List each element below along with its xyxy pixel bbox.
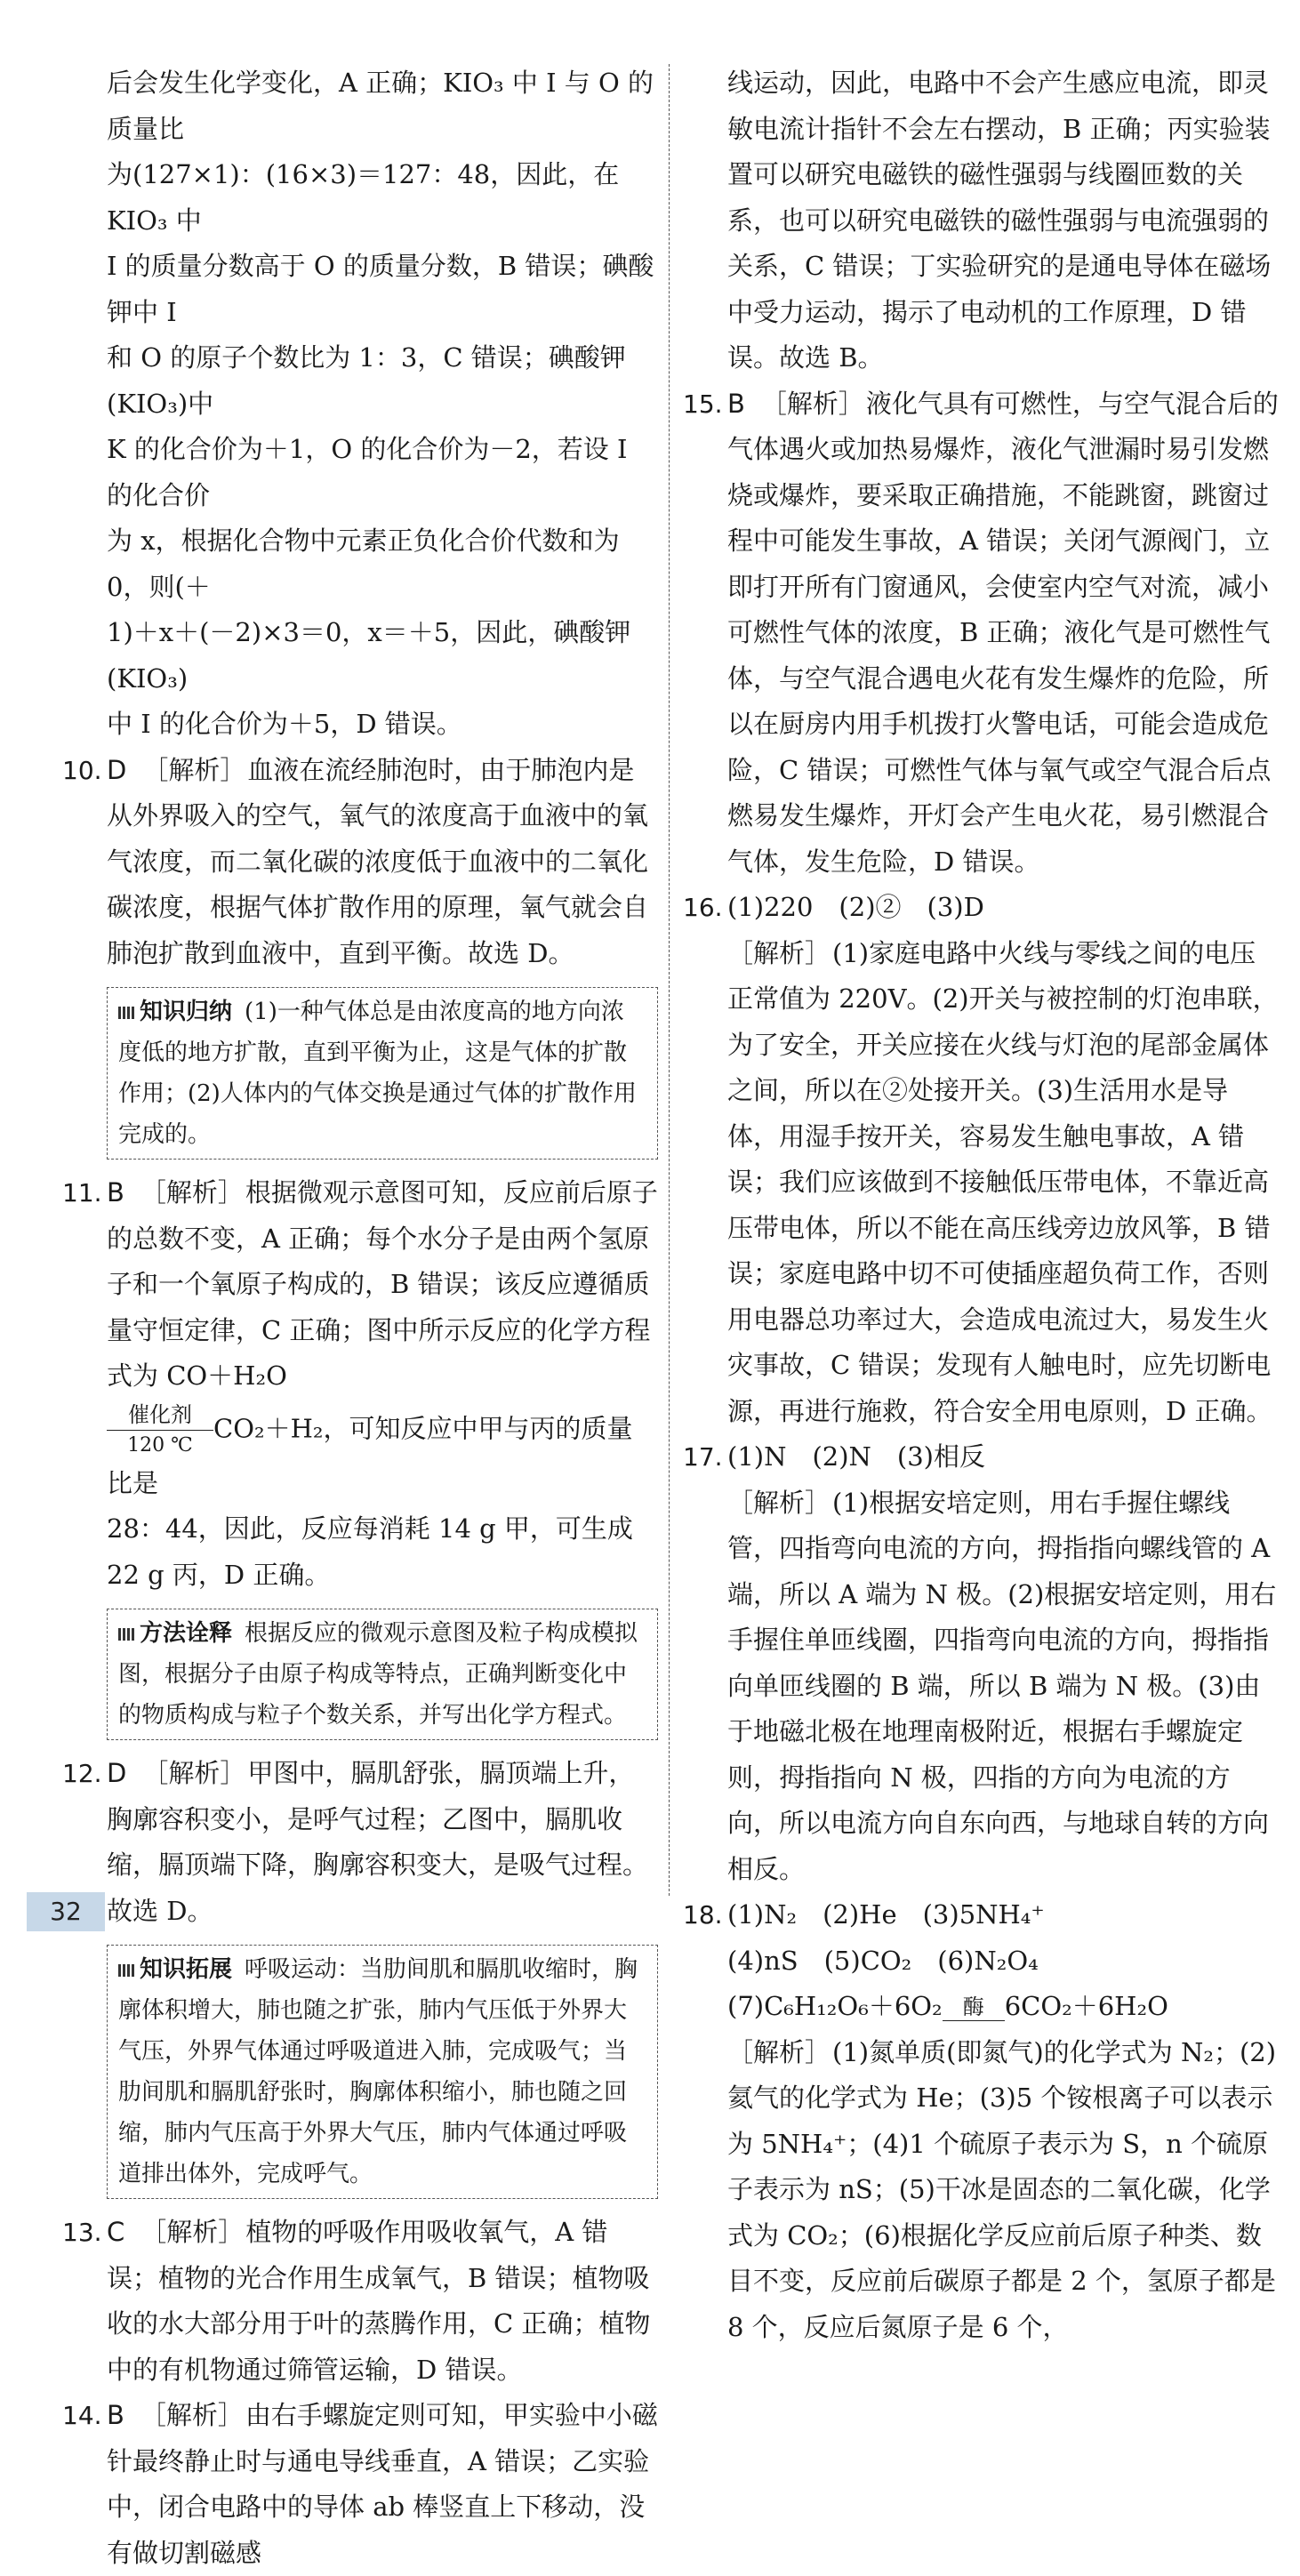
- analysis-tag: ［解析］: [142, 754, 246, 785]
- analysis-text: 由右手螺旋定则可知，甲实验中小磁针最终静止时与通电导线垂直，A 错误；乙实验中，闭合电路中的导体 ab 棒竖直上下移动，没有做切割磁感: [107, 2400, 658, 2568]
- analysis-tag: ［解析］: [142, 1758, 246, 1788]
- text-line: 后会发生化学变化，A 正确；KIO₃ 中 I 与 O 的质量比: [107, 68, 654, 144]
- question-11: [62, 1170, 658, 1598]
- q14-continuation: 线运动，因此，电路中不会产生感应电流，即灵敏电流计指针不会左右摆动，B 正确；丙实验装置可以研究电磁铁的磁性强弱与线圈匝数的关系，也可以研究电磁铁的磁性强弱与电流强弱的关系，C 错误；丁实验研究的是通电导体在磁场中受力运动，揭示了电动机的工作原理，D 错误。故选 B。: [727, 68, 1272, 373]
- chemical-equation: [107, 1400, 658, 1507]
- question-number: 15.: [683, 389, 723, 419]
- answer: C: [107, 2217, 125, 2247]
- text-line: K 的化合价为＋1，O 的化合价为－2，若设 I 的化合价: [107, 434, 628, 510]
- question-number: 17.: [683, 1442, 723, 1472]
- equation-products: CO₂＋H₂，可知反应中甲与丙的质量比是: [107, 1413, 633, 1498]
- analysis-text: (1)根据安培定则，用右手握住螺线管，四指弯向电流的方向，拇指指向螺线管的 A 端，所以 A 端为 N 极。(2)根据安培定则，用右手握住单匝线圈，四指弯向电流的方向，拇指指向单匝线圈的 B 端，所以 B 端为 N 极。(3)由于地磁北极在地理南极附近，根据右手螺旋定则，拇指指向 N 极，四指的方向为电流的方向，所以电流方向自东向西，与地球自转的方向相反。: [727, 1487, 1277, 1884]
- reaction-condition: [943, 1994, 1005, 2030]
- analysis-tag: ［解析］: [140, 2217, 245, 2247]
- analysis-tag: ［解析］: [727, 1487, 831, 1518]
- question-16: [683, 885, 1279, 1434]
- left-column: [62, 60, 658, 2576]
- text-line: 1)＋x＋(－2)×3＝0，x＝＋5，因此，碘酸钾(KIO₃): [107, 617, 631, 694]
- note-icon: [118, 1007, 134, 1019]
- text-line: 为(127×1)：(16×3)＝127：48，因此，在 KIO₃ 中: [107, 159, 620, 236]
- box-text: 根据反应的微观示意图及粒子构成模拟图，根据分子由原子构成等特点，正确判断变化中的物质构成与粒子个数关系，并写出化学方程式。: [118, 1620, 638, 1729]
- question-18: [683, 1892, 1279, 2350]
- box-text: 呼吸运动：当肋间肌和膈肌收缩时，胸廓体积增大，肺也随之扩张，肺内气压低于外界大气压，外界气体通过呼吸道进入肺，完成吸气；当肋间肌和膈肌舒张时，胸廓体积缩小，肺也随之回缩，肺内气压高于外界大气压，肺内气体通过呼吸道排出体外，完成呼气。: [118, 1956, 638, 2187]
- question-17: [683, 1434, 1279, 1892]
- analysis-text: 根据微观示意图可知，反应前后原子的总数不变，A 正确；每个水分子是由两个氢原子和一个氧原子构成的，B 错误；该反应遵循质量守恒定律，C 正确；图中所示反应的化学方程式为 CO＋H₂O: [107, 1177, 658, 1391]
- q9-continuation: [62, 60, 658, 748]
- answer: B: [107, 2400, 124, 2430]
- text-line: 为 x，根据化合物中元素正负化合价代数和为 0，则(＋: [107, 526, 620, 602]
- question-15: [683, 381, 1279, 886]
- question-number: 16.: [683, 893, 723, 922]
- question-number: 14.: [62, 2401, 102, 2430]
- right-column: [683, 60, 1279, 2350]
- analysis-text: 28：44，因此，反应每消耗 14 g 甲，可生成 22 g 丙，D 正确。: [107, 1513, 633, 1590]
- question-number: 12.: [62, 1759, 102, 1788]
- answer: D: [107, 754, 127, 785]
- analysis-text: 甲图中，膈肌舒张，膈顶端上升，胸廓容积变小，是呼气过程；乙图中，膈肌收缩，膈顶端下降，胸廓容积变大，是吸气过程。故选 D。: [107, 1758, 649, 1926]
- answer-line: (4)nS (5)CO₂ (6)N₂O₄: [727, 1945, 1039, 1976]
- answer: B: [727, 388, 745, 419]
- text-line: I 的质量分数高于 O 的质量分数，B 错误；碘酸钾中 I: [107, 251, 654, 327]
- note-icon: [118, 1628, 134, 1641]
- question-12: [62, 1751, 658, 1934]
- analysis-tag: ［解析］: [760, 388, 864, 419]
- analysis-tag: ［解析］: [140, 2400, 244, 2430]
- equation-products: 6CO₂＋6H₂O: [1004, 1991, 1168, 2021]
- page-number: 32: [27, 1892, 105, 1931]
- catalyst-label: 催化剂: [107, 1400, 213, 1431]
- text-line: 和 O 的原子个数比为 1：3，C 错误；碘酸钾(KIO₃)中: [107, 342, 626, 419]
- enzyme-label: 酶: [943, 1994, 1005, 2021]
- question-10: [62, 748, 658, 977]
- answer: D: [107, 1758, 127, 1788]
- analysis-text: (1)家庭电路中火线与零线之间的电压正常值为 220V。(2)开关与被控制的灯泡串联，为了安全，开关应接在火线与灯泡的尾部金属体之间，所以在②处接开关。(3)生活用水是导体，用湿手按开关，容易发生触电事故，A 错误；我们应该做到不接触低压带电体，不靠近高压带电体，所以不能在高压线旁边放风筝，B 错误；家庭电路中切不可使插座超负荷工作，否则用电器总功率过大，会造成电流过大，易发生火灾事故，C 错误；发现有人触电时，应先切断电源，再进行施救，符合安全用电原则，D 正确。: [727, 937, 1279, 1426]
- analysis-text: 血液在流经肺泡时，由于肺泡内是从外界吸入的空气，氧气的浓度高于血液中的氧气浓度，而二氧化碳的浓度低于血液中的二氧化碳浓度，根据气体扩散作用的原理，氧气就会自肺泡扩散到血液中，直到平衡。故选 D。: [107, 754, 649, 968]
- analysis-tag: ［解析］: [140, 1177, 244, 1208]
- box-text: (1)一种气体总是由浓度高的地方向浓度低的地方扩散，直到平衡为止，这是气体的扩散作用；(2)人体内的气体交换是通过气体的扩散作用完成的。: [118, 999, 637, 1148]
- question-number: 13.: [62, 2218, 102, 2247]
- box-title: 知识拓展: [140, 1956, 233, 1983]
- analysis-tag: ［解析］: [727, 2036, 831, 2067]
- analysis-text: 植物的呼吸作用吸收氧气，A 错误；植物的光合作用生成氧气，B 错误；植物吸收的水大部分用于叶的蒸腾作用，C 正确；植物中的有机物通过筛管运输，D 错误。: [107, 2217, 651, 2385]
- note-icon: [118, 1964, 134, 1977]
- box-title: 方法诠释: [140, 1620, 233, 1647]
- text-line: 中 I 的化合价为＋5，D 错误。: [107, 709, 462, 739]
- knowledge-extension-box: [107, 1945, 658, 2199]
- question-number: 11.: [62, 1178, 102, 1208]
- analysis-text: 液化气具有可燃性，与空气混合后的气体遇火或加热易爆炸，液化气泄漏时易引发燃烧或爆炸，要采取正确措施，不能跳窗，跳窗过程中可能发生事故，A 错误；关闭气源阀门，立即打开所有门窗通风，会使室内空气对流，减小可燃性气体的浓度，B 正确；液化气是可燃性气体，与空气混合遇电火花有发生爆炸的危险，所以在厨房内用手机拨打火警电话，可能会造成危险，C 错误；可燃性气体与氧气或空气混合后点燃易发生爆炸，开灯会产生电火花，易引燃混合气体，发生危险，D 错误。: [727, 388, 1279, 877]
- answer-line: (1)N₂ (2)He (3)5NH₄⁺: [727, 1899, 1045, 1930]
- answer: B: [107, 1177, 124, 1208]
- question-14: [62, 2393, 658, 2576]
- knowledge-summary-box: [107, 987, 658, 1160]
- answer: (1)N (2)N (3)相反: [727, 1441, 985, 1472]
- question-number: 10.: [62, 755, 102, 785]
- reaction-condition: [107, 1400, 213, 1461]
- method-explanation-box: [107, 1609, 658, 1740]
- question-number: 18.: [683, 1900, 723, 1930]
- question-13: [62, 2210, 658, 2393]
- equation-reactants: (7)C₆H₁₂O₆＋6O₂: [727, 1991, 943, 2021]
- column-divider: [669, 64, 670, 1896]
- analysis-tag: ［解析］: [727, 937, 831, 968]
- temperature-label: 120 ℃: [127, 1433, 193, 1457]
- answer: (1)220 (2)② (3)D: [727, 892, 984, 922]
- chemical-equation: [727, 1984, 1279, 2030]
- box-title: 知识归纳: [140, 999, 233, 1025]
- analysis-text: (1)氮单质(即氮气)的化学式为 N₂；(2)氦气的化学式为 He；(3)5 个铵根离子可以表示为 5NH₄⁺；(4)1 个硫原子表示为 S，n 个硫原子表示为 nS；(5)干冰是固态的二氧化碳，化学式为 CO₂；(6)根据化学反应前后原子种类、数目不变，反应前后碳原子都是 2 个，氢原子都是 8 个，反应后氮原子是 6 个，: [727, 2036, 1277, 2342]
